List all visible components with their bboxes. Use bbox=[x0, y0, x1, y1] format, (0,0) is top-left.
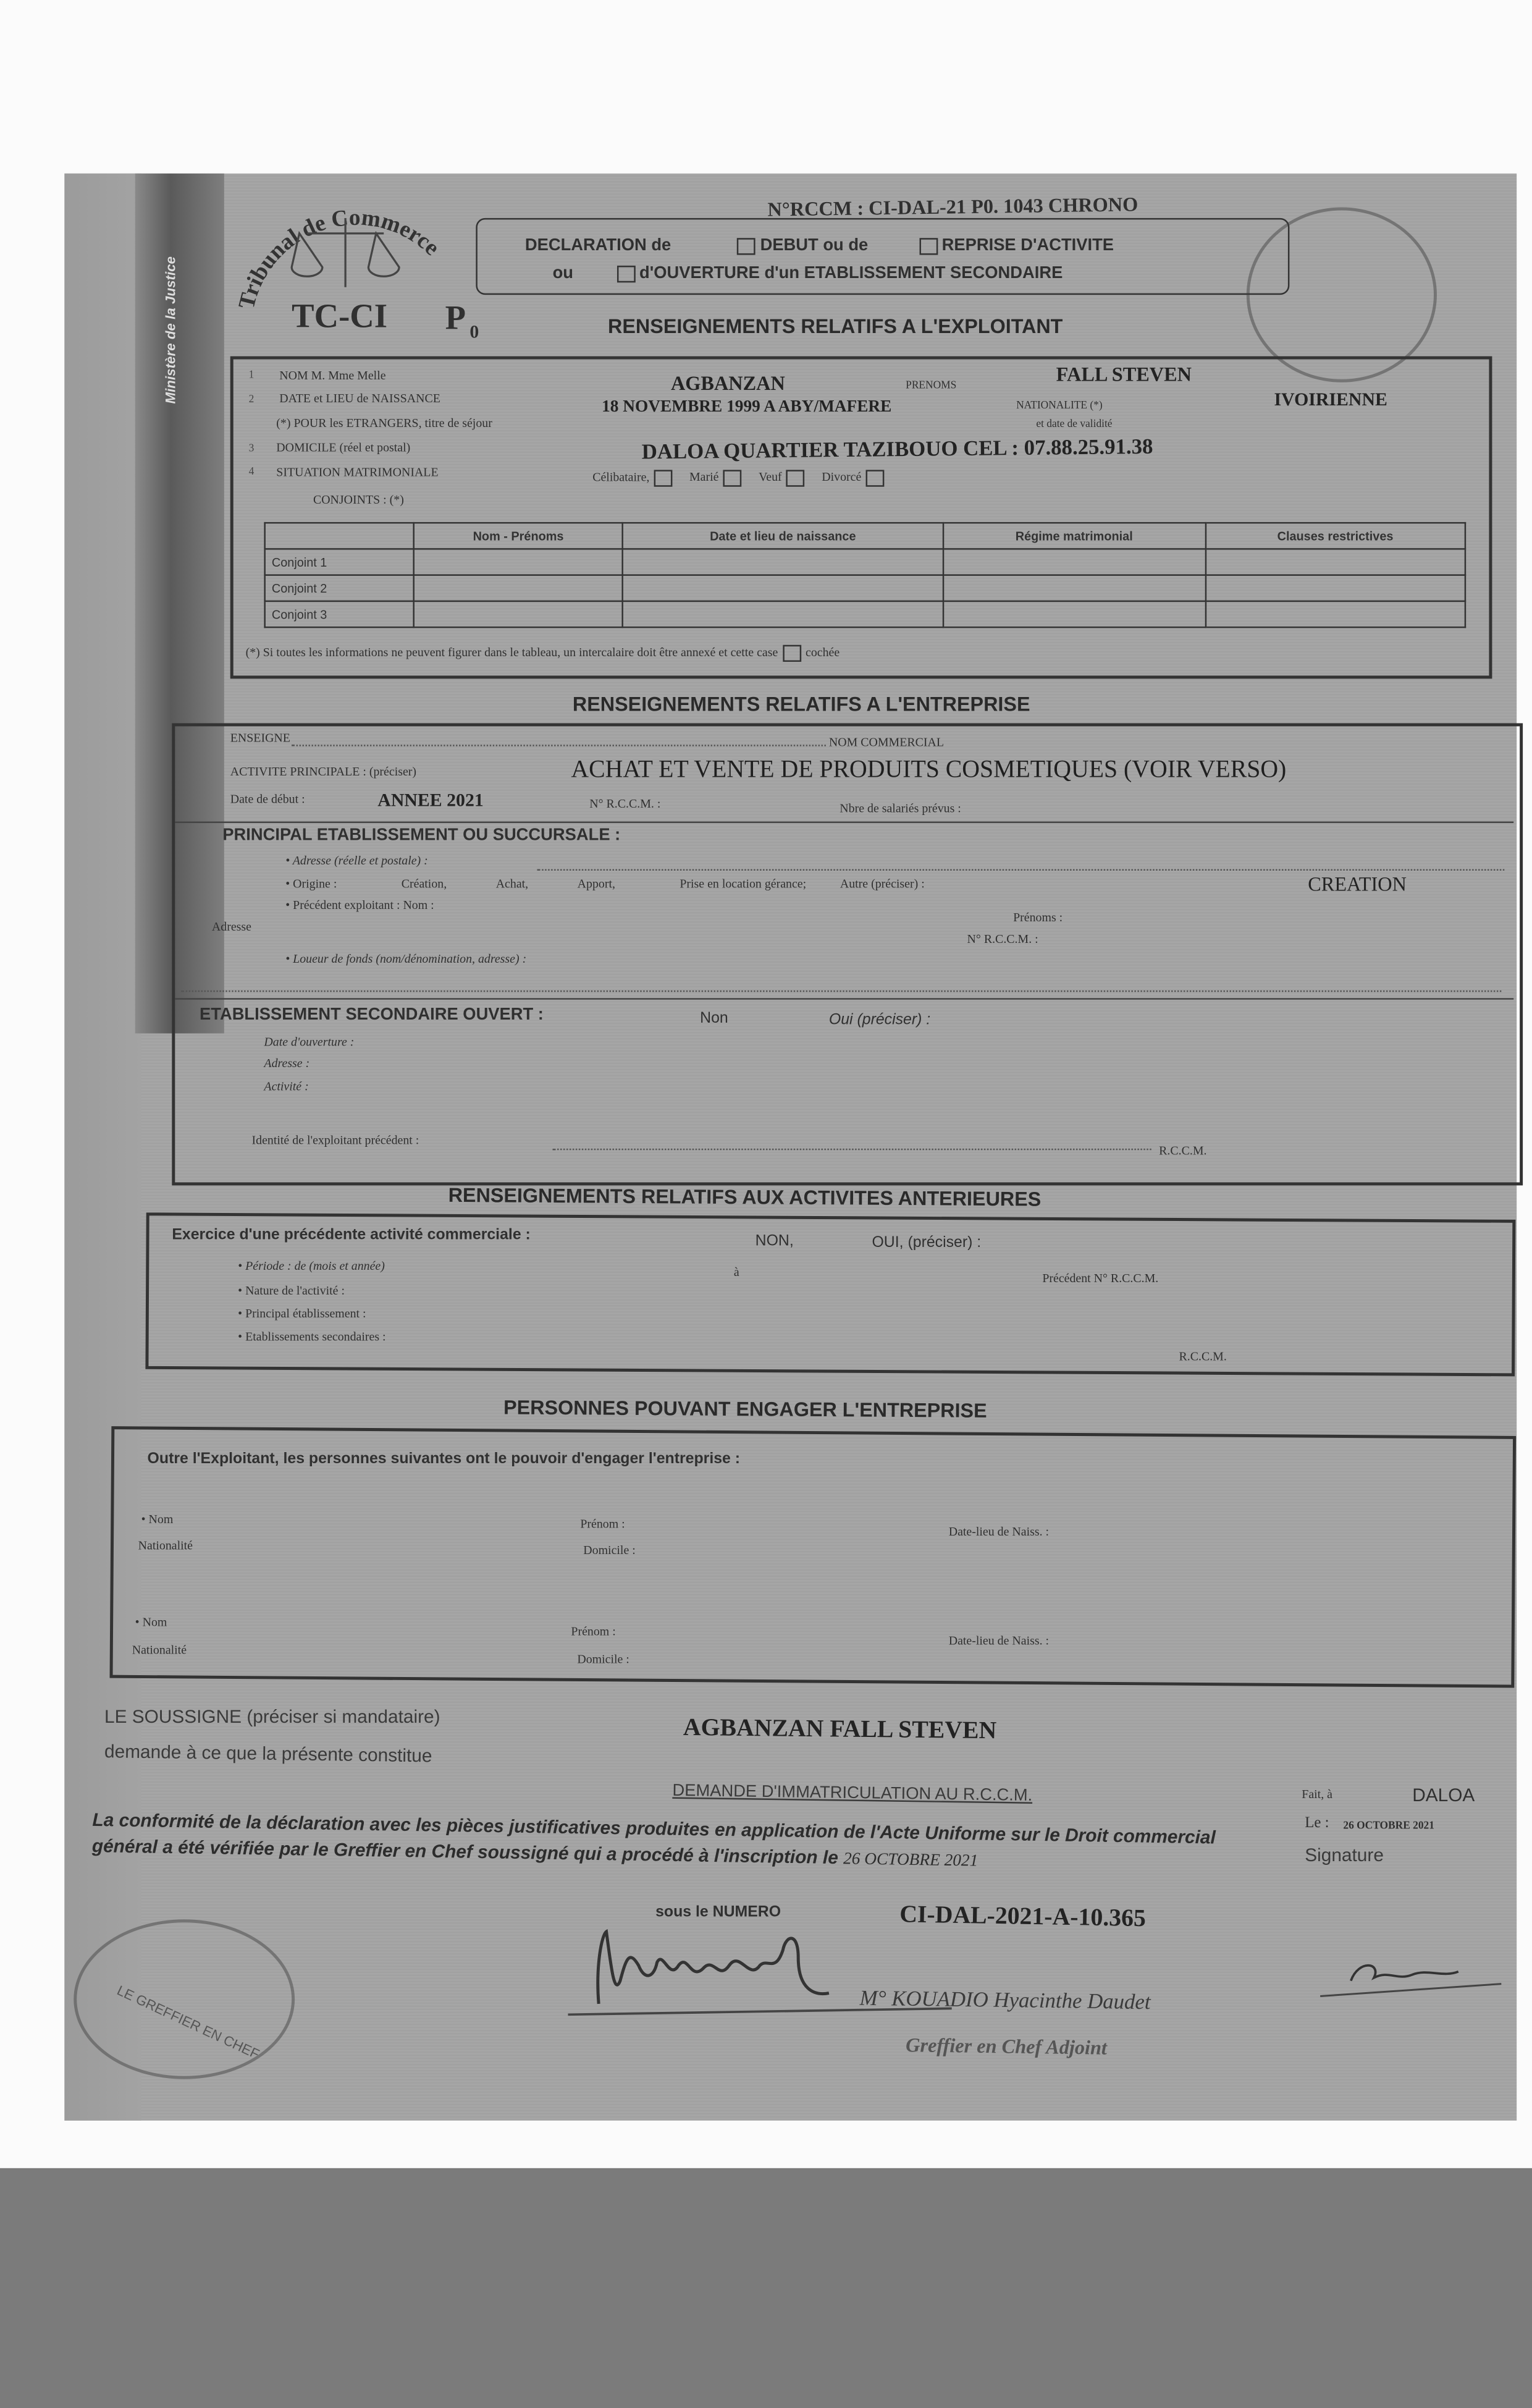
veuf-label: Veuf bbox=[759, 470, 782, 484]
section-title-exploitant: RENSEIGNEMENTS RELATIFS A L'EXPLOITANT bbox=[608, 315, 1063, 338]
col-clauses: Clauses restrictives bbox=[1205, 523, 1465, 549]
marie-label: Marié bbox=[689, 470, 719, 484]
prenoms-value[interactable]: FALL STEVEN bbox=[1056, 362, 1192, 386]
enseigne-label: ENSEIGNE bbox=[230, 730, 290, 745]
situation-label: SITUATION MATRIMONIALE bbox=[276, 465, 439, 479]
stamp-text: LE GREFFIER EN CHEF bbox=[114, 1982, 262, 2063]
activite-label: ACTIVITE PRINCIPALE : (préciser) bbox=[230, 764, 417, 779]
logo-code: TC-CI bbox=[292, 296, 388, 335]
secondaires-label: • Etablissements secondaires : bbox=[238, 1330, 386, 1344]
activite3-label: Activité : bbox=[264, 1079, 309, 1094]
marie-checkbox[interactable] bbox=[723, 470, 742, 486]
soussigne-label: LE SOUSSIGNE (préciser si mandataire) bbox=[104, 1705, 440, 1728]
fait-label: Fait, à bbox=[1302, 1787, 1332, 1801]
numero-label: sous le NUMERO bbox=[655, 1904, 781, 1921]
date-debut-label: Date de début : bbox=[230, 792, 305, 806]
le-label: Le : bbox=[1305, 1815, 1329, 1832]
adresse2-label: Adresse bbox=[211, 919, 251, 934]
col-nom-prenoms: Nom - Prénoms bbox=[414, 523, 623, 549]
soussigne-value[interactable]: AGBANZAN FALL STEVEN bbox=[683, 1715, 997, 1745]
p1-nationalite-label: Nationalité bbox=[138, 1538, 193, 1553]
p1-prenom-label: Prénom : bbox=[580, 1517, 625, 1531]
declaration-row-2 bbox=[553, 264, 1063, 283]
debut-checkbox[interactable] bbox=[737, 237, 755, 254]
precedent-rccm-label: Précédent N° R.C.C.M. bbox=[1042, 1271, 1159, 1285]
table-row: Conjoint 2 bbox=[265, 575, 1465, 601]
precedent-label: • Précédent exploitant : Nom : bbox=[285, 898, 434, 913]
conjoints-footnote: (*) Si toutes les informations ne peuvent figurer dans le tableau, un intercalaire doit être annexé et cette case cochée bbox=[246, 645, 840, 662]
adresse3-label: Adresse : bbox=[264, 1056, 310, 1071]
conjoints-label: CONJOINTS : (*) bbox=[313, 492, 404, 507]
table-row: Conjoint 3 bbox=[265, 601, 1465, 627]
exercice-oui[interactable]: OUI, (préciser) : bbox=[872, 1234, 982, 1252]
activite-value[interactable]: ACHAT ET VENTE DE PRODUITS COSMETIQUES (VOIR VERSO) bbox=[571, 757, 1287, 784]
domicile-label: DOMICILE (réel et postal) bbox=[276, 441, 411, 455]
declaration-label: DECLARATION de bbox=[524, 236, 671, 255]
signature-label: Signature bbox=[1305, 1844, 1384, 1866]
greffier-titre: Greffier en Chef Adjoint bbox=[905, 2033, 1108, 2059]
binder-text: Ministère de la Justice bbox=[162, 256, 179, 404]
nationalite-value[interactable]: IVOIRIENNE bbox=[1274, 388, 1387, 410]
secondaire-title: ETABLISSEMENT SECONDAIRE OUVERT : bbox=[200, 1005, 544, 1024]
scan-stage: Ministère de la Justice Tribunal de Commerce TC-CI P 0 N°RCCM : CI-DAL-21 P0. 1043 CHRONO DECLARATION de DEBUT ou de REPRISE D'ACTIVITE ou d'OUVERTURE d'un ETABLISSEMENT SECONDAIRE RENSEIGNEMENTS RELATIFS A L'EXPLOITANT 1 2 3 4 NOM M. Mme Melle AGBANZAN PRENOMS FALL STEVEN DATE et LIEU de NAISSANCE 18 NOVEMBRE 1999 A ABY/MAFERE NATIONALITE (*) IVOIRIENNE (*) POUR les ETRANGERS, titre de séjour et date de validité DOMICILE (réel et postal) DALOA QUARTIER TAZIBOUO CEL : 07.88.25.91.38 SITUATION MATRIMONIALE Célibataire, Marié Veuf Divorcé CONJOINTS : (*) Nom - Prénoms Date et lieu de naissance Régime matrimonial Clauses restrictives Conjoint 1 Conjoint 2 Conjoint 3 (*) Si toutes les informations ne peuvent figurer dans le tableau, un intercalaire doit être annexé et cette case cochée RENSEIGNEMENTS RELATIFS A L'ENTREPRISE ENSEIGNE NOM COMMERCIAL ACTIVITE PRINCIPALE : (préciser) ACHAT ET VENTE DE PRODUITS COSMETIQUES (VOIR VERSO) Date de début : ANNEE 2021 N° R.C.C.M. : Nbre de salariés prévus : PRINCIPAL ETABLISSEMENT OU SUCCURSALE : • Adresse (réelle et postale) : • Origine : Création, Achat, Apport, Prise en location gérance; Autre (préciser) : CREATION • Précédent exploitant : Nom : Prénoms : Adresse N° R.C.C.M. : • Loueur de fonds (nom/dénomination, adresse) : ETABLISSEMENT SECONDAIRE OUVERT : Non Oui (préciser) : Date d'ouverture : Adresse : Activité : Identité de l'exploitant précédent : R.C.C.M. RENSEIGNEMENTS RELATIFS AUX ACTIVITES ANTERIEURES Exercice d'une précédente activité commerciale : NON, OUI, (préciser) : • Période : de (mois et année) à Précédent N° R.C.C.M. • Nature de l'activité : • Principal établissement : • Etablissements secondaires : R.C.C.M. PERSONNES POUVANT ENGAGER L'ENTREPRISE Outre l'Exploitant, les personnes suivantes ont le pouvoir d'engager l'entreprise : • Nom Prénom : Date-lieu de Naiss. : Nationalité Domicile : • Nom Prénom : Date-lieu de Naiss. : Nationalité Domicile : LE SOUSSIGNE (préciser si mandataire) AGBANZAN FALL STEVEN demande à ce que la présente constitue DEMANDE D'IMMATRICULATION AU R.C.C.M. Fait, à DALOA Le : 26 OCTOBRE 2021 Signature La conformité de la déclaration avec les pièces justificatives produites en application de l'Acte Uniforme sur le Droit commercial général a été vérifiée par le Greffier en Chef soussigné qui a procédé à l'inscription le 26 OCTOBRE 2021 sous le NUMERO CI-DAL-2021-A-10.365 M° KOUADIO Hyacinthe Daudet Greffier en Chef Adjoint LE GREFFIER EN CHEF bbox=[0, 0, 1532, 2407]
anterieures-rccm: R.C.C.M. bbox=[1179, 1350, 1227, 1364]
situation-options bbox=[592, 470, 889, 486]
origine-location[interactable]: Prise en location gérance; bbox=[680, 876, 807, 891]
secondaire-non[interactable]: Non bbox=[700, 1010, 728, 1028]
origine-value[interactable]: CREATION bbox=[1308, 872, 1407, 895]
reprise-label: REPRISE D'ACTIVITE bbox=[941, 236, 1114, 255]
principal-etab-label: • Principal établissement : bbox=[238, 1306, 366, 1321]
ouverture-label: d'OUVERTURE d'un ETABLISSEMENT SECONDAIRE bbox=[639, 264, 1063, 283]
secondaire-oui[interactable]: Oui (préciser) : bbox=[828, 1012, 931, 1029]
conjoints-table bbox=[264, 522, 1466, 628]
origine-apport[interactable]: Apport, bbox=[577, 876, 615, 891]
rccm-label: N° R.C.C.M. : bbox=[589, 796, 661, 811]
naissance-label: DATE et LIEU de NAISSANCE bbox=[279, 391, 440, 406]
rccm2-label: N° R.C.C.M. : bbox=[967, 932, 1038, 946]
footnote-checkbox[interactable] bbox=[783, 645, 801, 662]
declaration-row-1 bbox=[525, 237, 1114, 256]
identite-label: Identité de l'exploitant précédent : bbox=[251, 1133, 419, 1147]
demande-text: demande à ce que la présente constitue bbox=[104, 1740, 432, 1767]
origine-autre[interactable]: Autre (préciser) : bbox=[840, 876, 925, 891]
nature-label: • Nature de l'activité : bbox=[238, 1283, 345, 1298]
veuf-checkbox[interactable] bbox=[786, 470, 805, 486]
divorce-checkbox[interactable] bbox=[866, 470, 885, 486]
p1-domicile-label: Domicile : bbox=[583, 1543, 636, 1557]
ouverture-checkbox[interactable] bbox=[617, 265, 635, 282]
inscription-date: 26 OCTOBRE 2021 bbox=[843, 1849, 979, 1871]
p2-prenom-label: Prénom : bbox=[571, 1624, 616, 1639]
le-date[interactable]: 26 OCTOBRE 2021 bbox=[1343, 1819, 1434, 1832]
rccm3-label: R.C.C.M. bbox=[1159, 1144, 1207, 1158]
section-title-entreprise: RENSEIGNEMENTS RELATIFS A L'ENTREPRISE bbox=[572, 692, 1030, 716]
nom-commercial-label: NOM COMMERCIAL bbox=[828, 735, 945, 750]
col-date-lieu: Date et lieu de naissance bbox=[623, 523, 943, 549]
periode-label: • Période : de (mois et année) bbox=[238, 1259, 385, 1274]
p2-nom-label: • Nom bbox=[135, 1615, 167, 1629]
nom-value[interactable]: AGBANZAN bbox=[670, 371, 785, 395]
p2-date-label: Date-lieu de Naiss. : bbox=[948, 1634, 1050, 1648]
ou-label: ou bbox=[552, 264, 574, 283]
p1-date-label: Date-lieu de Naiss. : bbox=[948, 1524, 1050, 1539]
reprise-checkbox[interactable] bbox=[919, 237, 937, 254]
p2-domicile-label: Domicile : bbox=[577, 1652, 629, 1667]
fait-lieu[interactable]: DALOA bbox=[1412, 1784, 1475, 1806]
date-debut-value[interactable]: ANNEE 2021 bbox=[377, 789, 484, 811]
adresse-label: • Adresse (réelle et postale) : bbox=[285, 853, 428, 868]
declarant-signature-icon bbox=[1320, 1947, 1504, 2008]
personnes-intro: Outre l'Exploitant, les personnes suivantes ont le pouvoir d'engager l'entreprise : bbox=[147, 1451, 741, 1468]
periode-a: à bbox=[733, 1265, 739, 1280]
svg-text:Tribunal de Commerce bbox=[234, 205, 445, 312]
date-ouverture-label: Date d'ouverture : bbox=[264, 1034, 355, 1049]
logo-p: P bbox=[445, 298, 466, 337]
logo-sub: 0 bbox=[469, 321, 479, 343]
origine-creation[interactable]: Création, bbox=[401, 876, 447, 891]
origine-achat[interactable]: Achat, bbox=[495, 876, 529, 891]
logo-arc-text: Tribunal de Commerce bbox=[234, 205, 445, 312]
rccm-number: N°RCCM : CI-DAL-21 P0. 1043 CHRONO bbox=[767, 192, 1138, 221]
debut-label: DEBUT ou de bbox=[760, 236, 869, 255]
precedent-prenoms-label: Prénoms : bbox=[1013, 910, 1063, 924]
greffier-nom: M° KOUADIO Hyacinthe Daudet bbox=[859, 1988, 1151, 2016]
validite-label: et date de validité bbox=[1036, 417, 1113, 430]
nom-label: NOM M. Mme Melle bbox=[279, 368, 386, 382]
immatriculation-text: DEMANDE D'IMMATRICULATION AU R.C.C.M. bbox=[672, 1781, 1033, 1806]
celibataire-label: Célibataire, bbox=[592, 470, 650, 484]
principal-title: PRINCIPAL ETABLISSEMENT OU SUCCURSALE : bbox=[222, 826, 621, 845]
naissance-value[interactable]: 18 NOVEMBRE 1999 A ABY/MAFERE bbox=[602, 397, 892, 416]
col-regime: Régime matrimonial bbox=[943, 523, 1205, 549]
nationalite-label: NATIONALITE (*) bbox=[1016, 399, 1103, 412]
p2-nationalite-label: Nationalité bbox=[132, 1642, 187, 1657]
etrangers-label: (*) POUR les ETRANGERS, titre de séjour bbox=[276, 416, 492, 430]
p1-nom-label: • Nom bbox=[141, 1512, 174, 1527]
exercice-label: Exercice d'une précédente activité commerciale : bbox=[172, 1227, 531, 1244]
prenoms-label: PRENOMS bbox=[906, 379, 957, 392]
table-header-row bbox=[265, 523, 1465, 549]
conformite-text: La conformité de la déclaration avec les pièces justificatives produites en application de l'Acte Uniforme sur le Droit commercial général a été vérifiée par le Greffier en Chef soussigné qui a procédé à l'inscription le 26 OCTOBRE 2021 bbox=[91, 1809, 1216, 1871]
section-title-anterieures: RENSEIGNEMENTS RELATIFS AUX ACTIVITES ANTERIEURES bbox=[448, 1183, 1042, 1211]
exercice-non[interactable]: NON, bbox=[755, 1233, 794, 1250]
salaries-label: Nbre de salariés prévus : bbox=[840, 801, 961, 816]
table-row: Conjoint 1 bbox=[265, 549, 1465, 575]
celibataire-checkbox[interactable] bbox=[654, 470, 673, 486]
origine-row: • Origine : Création, Achat, Apport, Prise en location gérance; Autre (préciser) : bbox=[285, 876, 925, 891]
greffier-stamp bbox=[74, 1919, 295, 2079]
section-title-personnes: PERSONNES POUVANT ENGAGER L'ENTREPRISE bbox=[503, 1395, 987, 1422]
domicile-value[interactable]: DALOA QUARTIER TAZIBOUO CEL : 07.88.25.91.38 bbox=[641, 436, 1153, 465]
numero-value: CI-DAL-2021-A-10.365 bbox=[899, 1901, 1147, 1933]
divorce-label: Divorcé bbox=[822, 470, 862, 484]
loueur-label: • Loueur de fonds (nom/dénomination, adresse) : bbox=[285, 952, 527, 966]
